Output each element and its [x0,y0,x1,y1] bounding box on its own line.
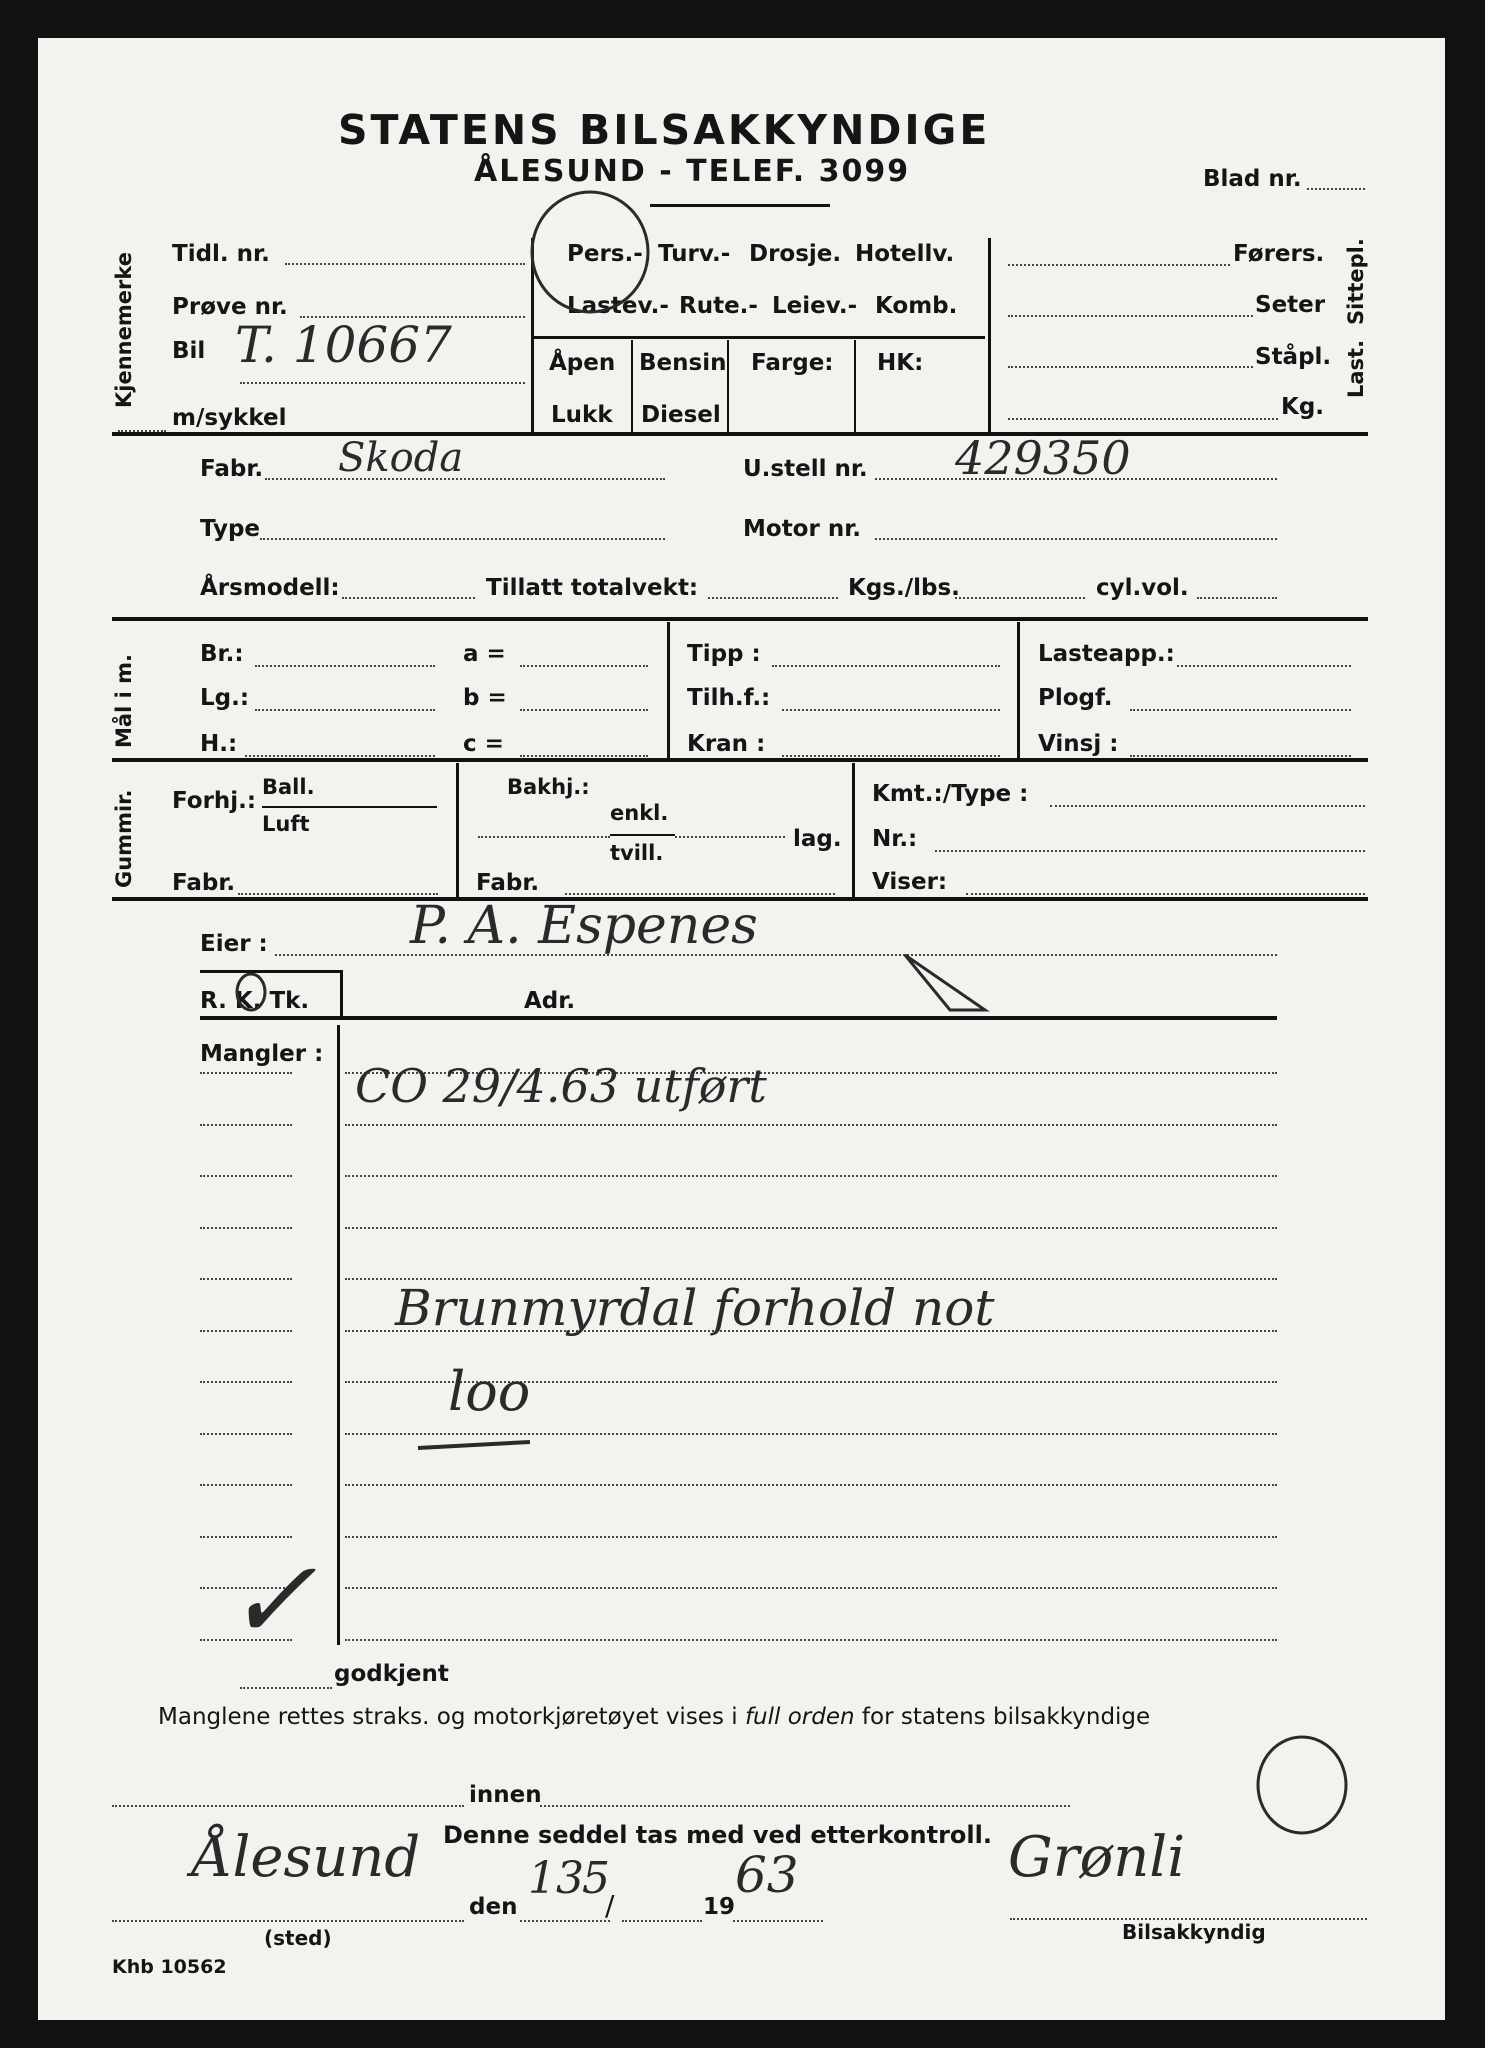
enkl-option[interactable]: enkl. [610,801,669,825]
mangler-line[interactable] [345,1433,1277,1435]
b-field[interactable] [520,709,648,711]
fabr-label: Fabr. [200,456,264,482]
type-rute[interactable]: Rute.- [679,293,758,319]
tipp-label: Tipp : [687,641,761,667]
fabr1-label: Fabr. [172,870,236,896]
a-field[interactable] [520,665,648,667]
arsmodell-label: Årsmodell: [200,575,340,601]
sted-field[interactable] [112,1920,464,1922]
type-label: Type [200,516,261,542]
ustell-label: U.stell nr. [743,456,868,482]
seter-field[interactable] [1008,315,1253,317]
fabr2-field[interactable] [565,893,835,895]
etterkontroll-note: Denne seddel tas med ved etterkontroll. [443,1821,992,1849]
mangler-line[interactable] [345,1587,1277,1589]
plogf-label: Plogf. [1038,685,1113,711]
header-rule [650,204,830,207]
kgs-field[interactable] [955,597,1085,599]
type-drosje[interactable]: Drosje. [749,241,842,267]
nr-label: Nr.: [872,826,918,852]
mangler-left-line[interactable] [200,1175,292,1177]
type-turv[interactable]: Turv.- [658,241,731,267]
mal-divider-1 [667,622,670,760]
place-handwritten: Ålesund [192,1825,421,1890]
ustell-field[interactable] [875,478,1277,480]
farge-label: Farge: [751,350,834,376]
type-lastev[interactable]: Lastev.- [567,293,669,319]
enkl-tvill-rule [610,834,675,836]
forhj-label: Forhj.: [172,788,257,814]
innen-field[interactable] [112,1805,464,1807]
br-label: Br.: [200,641,244,667]
tvill-field[interactable] [675,836,785,838]
tilhf-label: Tilh.f.: [687,685,771,711]
enkl-field[interactable] [478,836,610,838]
motor-field[interactable] [875,538,1277,540]
rule-5 [200,1016,1277,1020]
bil-nr-field[interactable] [240,382,525,384]
mangler-left-line[interactable] [200,1227,292,1229]
mal-divider-2 [1017,622,1020,760]
fabr2-label: Fabr. [476,870,540,896]
gummi-side-label: Gummir. [112,789,136,888]
mangler-line[interactable] [345,1484,1277,1486]
sittepl-side-label: Sittepl. [1344,238,1368,325]
type-field[interactable] [260,538,665,540]
date-slash: / [605,1889,615,1922]
rktk-divider [340,970,343,1020]
month-handwritten: 5 [582,1853,610,1904]
fabr1-field[interactable] [238,893,438,895]
mangler-line[interactable] [345,1639,1277,1641]
form-title: STATENS BILSAKKYNDIGE [338,106,991,154]
capacity-divider [988,238,991,434]
br-field[interactable] [255,665,435,667]
type-pers[interactable]: Pers.- [567,241,643,267]
day-field[interactable] [520,1920,610,1922]
rktk-label: R. K. Tk. [200,988,310,1014]
kmt-field[interactable] [1050,805,1365,807]
a-label: a = [463,641,506,667]
den-label: den [469,1894,518,1920]
tillatt-label: Tillatt totalvekt: [486,575,699,601]
ball-luft-rule [262,806,437,808]
fabr-field[interactable] [265,478,665,480]
apen-option[interactable]: Åpen [549,350,616,376]
prove-nr-label: Prøve nr. [172,294,288,320]
godkjent-label: godkjent [334,1661,449,1687]
mangler-label: Mangler : [200,1041,324,1067]
bilsakkyndig-label: Bilsakkyndig [1122,1920,1266,1944]
h-label: H.: [200,731,238,757]
year-field[interactable] [733,1920,823,1922]
mangler-left-line[interactable] [200,1330,292,1332]
signature-handwritten: Grønli [1008,1825,1186,1890]
rule-2 [112,617,1368,621]
lasteapp-field[interactable] [1177,665,1351,667]
b-label: b = [463,685,507,711]
last-side-label: Last. [1344,339,1368,398]
fabr-handwritten: Skoda [338,435,464,481]
forers-field[interactable] [1008,264,1230,266]
lg-label: Lg.: [200,685,250,711]
tipp-field[interactable] [772,665,1000,667]
rule-3 [112,758,1368,762]
luft-option[interactable]: Luft [262,812,310,836]
farge-divider [854,340,856,434]
eier-handwritten: P. A. Espenes [410,896,758,956]
mangler-line-1-handwritten: CO 29/4.63 utført [355,1059,767,1113]
vinsj-field[interactable] [1130,755,1351,757]
hk-label: HK: [877,350,924,376]
mangler-left-line[interactable] [200,1381,292,1383]
viser-label: Viser: [872,869,948,895]
forers-label: Førers. [1233,241,1325,267]
blad-nr-label: Blad nr. [1203,166,1302,192]
day-handwritten: 13 [528,1853,584,1904]
kg-label: Kg. [1281,394,1325,420]
mangler-line[interactable] [345,1536,1277,1538]
kran-label: Kran : [687,731,766,757]
mangler-left-line[interactable] [200,1124,292,1126]
cyl-label: cyl.vol. [1096,575,1189,601]
rktk-top-rule [200,970,342,973]
form-subtitle: ÅLESUND - TELEF. 3099 [474,154,911,189]
eier-field[interactable] [275,954,1277,956]
gummi-divider-1 [456,763,459,899]
bil-nr-handwritten: T. 10667 [235,316,452,374]
nr-field[interactable] [935,850,1365,852]
notice-part-2: for statens bilsakkyndige [854,1704,1151,1730]
bil-label: Bil [172,338,206,364]
cyl-field[interactable] [1197,597,1277,599]
apen-divider [631,340,633,434]
kran-field[interactable] [782,755,1000,757]
adr-label: Adr. [524,988,576,1014]
mangler-line-3-handwritten: loo [448,1360,531,1423]
approval-check-mark: ✓ [225,1536,318,1664]
diesel-option[interactable]: Diesel [641,402,721,428]
type-komb[interactable]: Komb. [875,293,958,319]
vinsj-label: Vinsj : [1038,731,1119,757]
kmt-label: Kmt.:/Type : [872,781,1029,807]
tillatt-field[interactable] [708,597,838,599]
h-field[interactable] [245,755,435,757]
kg-field[interactable] [1008,418,1278,420]
lukk-option[interactable]: Lukk [551,402,613,428]
viser-field[interactable] [966,893,1365,895]
kjennemerke-label: Kjennemerke [112,252,136,408]
footer-notice [158,1706,1150,1729]
bakhj-label: Bakhj.: [507,775,590,799]
mangler-divider [337,1025,340,1645]
rule-1 [112,432,1368,436]
kgs-label: Kgs./lbs. [848,575,960,601]
mangler-left-line[interactable] [200,1278,292,1280]
godkjent-field[interactable] [240,1687,332,1689]
c-field[interactable] [520,755,648,757]
tidl-nr-field[interactable] [285,263,525,265]
stapl-label: Ståpl. [1255,344,1332,370]
msykkel-label: m/sykkel [172,405,287,431]
mal-side-label: Mål i m. [112,654,136,748]
type-leiev[interactable]: Leiev.- [772,293,858,319]
c-label: c = [463,731,504,757]
blad-nr-field[interactable] [1307,188,1365,190]
seter-label: Seter [1255,292,1326,318]
year-handwritten: 63 [735,1846,799,1904]
tilhf-field[interactable] [782,709,1000,711]
mangler-line-2-handwritten: Brunmyrdal forhold not [395,1279,995,1337]
bensin-option[interactable]: Bensin [639,350,727,376]
mangler-left-line[interactable] [200,1484,292,1486]
notice-orden: orden [787,1704,855,1730]
lag-label: lag. [793,826,842,852]
plogf-field[interactable] [1130,709,1351,711]
year-prefix: 19 [703,1894,736,1920]
notice-full: full [744,1704,781,1730]
tvill-option[interactable]: tvill. [610,841,664,865]
notice-part-1: Manglene rettes straks. og motorkjøretøyet vises i [158,1704,745,1730]
types-rule [533,336,985,339]
innen-label: innen [469,1782,542,1808]
stapl-field[interactable] [1008,366,1253,368]
mangler-line[interactable] [345,1175,1277,1177]
motor-label: Motor nr. [743,516,862,542]
mangler-left-line[interactable] [200,1072,292,1074]
gummi-divider-2 [852,763,855,899]
ball-option[interactable]: Ball. [262,775,315,799]
month-field[interactable] [622,1920,702,1922]
mangler-line[interactable] [345,1124,1277,1126]
lg-field[interactable] [255,709,435,711]
ustell-handwritten: 429350 [955,431,1131,485]
fuel-divider [727,340,729,434]
lasteapp-label: Lasteapp.: [1038,641,1175,667]
mangler-line[interactable] [345,1227,1277,1229]
tidl-nr-label: Tidl. nr. [172,241,270,267]
eier-label: Eier : [200,931,268,957]
mangler-left-line[interactable] [200,1433,292,1435]
type-hotellv[interactable]: Hotellv. [855,241,955,267]
innen-after-field[interactable] [540,1805,1070,1807]
sted-label: (sted) [264,1926,332,1950]
form-code: Khb 10562 [112,1956,227,1978]
arsmodell-field[interactable] [342,597,475,599]
